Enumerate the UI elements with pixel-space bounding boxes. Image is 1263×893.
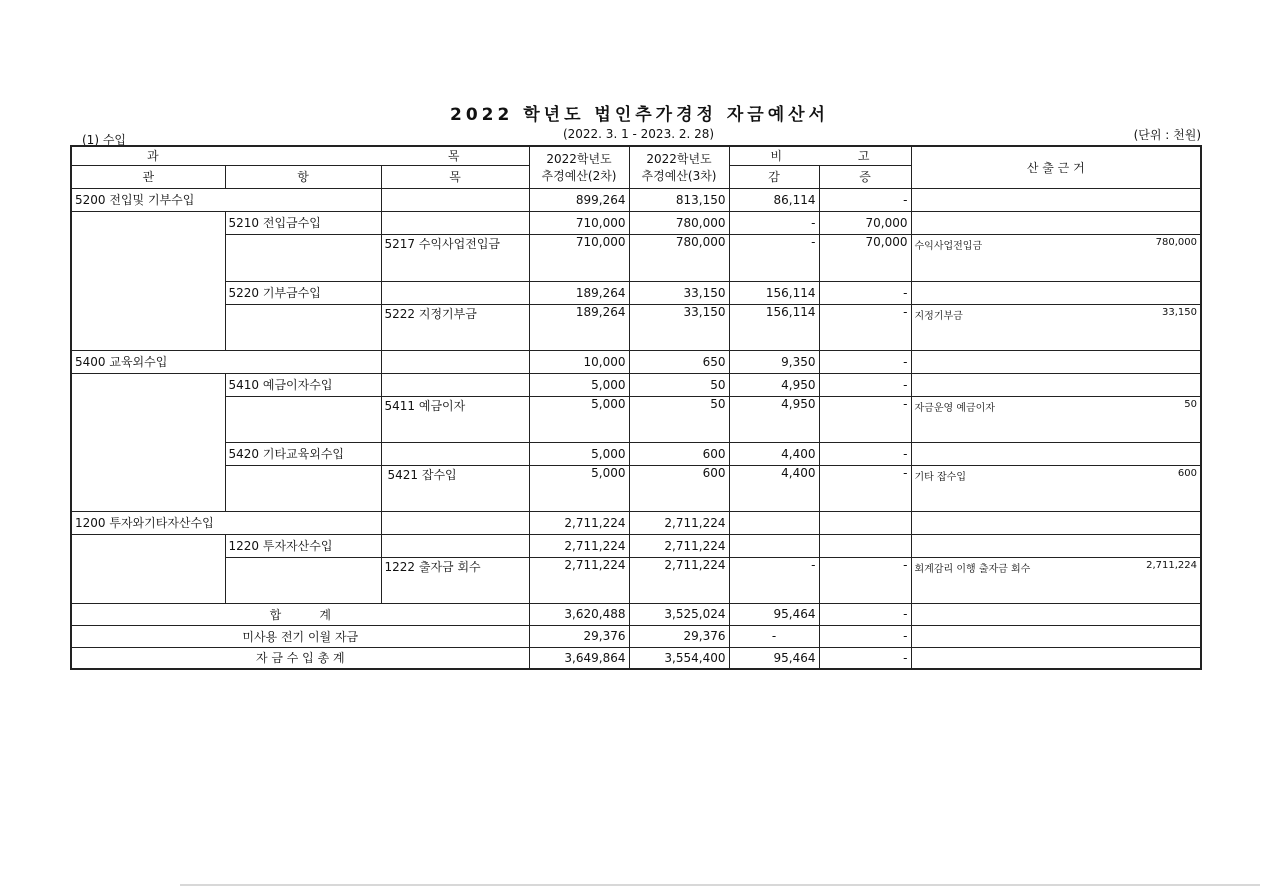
basis-label: 기타 잡수입 xyxy=(914,471,966,483)
basis-value: 780,000 xyxy=(1155,236,1197,248)
decrease-cell: 156,114 xyxy=(729,281,819,304)
decrease-cell: 9,350 xyxy=(729,350,819,373)
basis-value: 2,711,224 xyxy=(1146,559,1197,571)
mok-cell xyxy=(381,211,529,234)
increase-cell: - xyxy=(819,281,911,304)
scan-edge-line xyxy=(180,884,1260,886)
hang-cell: 5410 예금이자수입 xyxy=(225,373,381,396)
increase-cell: - xyxy=(819,188,911,211)
header-mok: 목 xyxy=(381,165,529,188)
prev-cell: 899,264 xyxy=(529,188,629,211)
mok-cell xyxy=(381,373,529,396)
mok-cell: 5421 잡수입 xyxy=(381,465,529,511)
hang-cell xyxy=(225,557,381,603)
new-cell: 650 xyxy=(629,350,729,373)
decrease-cell: 4,950 xyxy=(729,396,819,442)
mok-cell xyxy=(381,511,529,534)
header-gwan: 관 xyxy=(71,165,225,188)
prev-cell: 10,000 xyxy=(529,350,629,373)
basis-value: 50 xyxy=(1184,398,1197,410)
basis-cell xyxy=(911,557,1201,603)
new-cell: 3,525,024 xyxy=(629,603,729,625)
header-row-1 xyxy=(71,146,1201,165)
mok-cell xyxy=(381,534,529,557)
new-cell: 2,711,224 xyxy=(629,557,729,603)
hang-cell xyxy=(225,396,381,442)
grand-total-label: 자 금 수 입 총 계 xyxy=(71,647,529,669)
mok-cell: 5222 지정기부금 xyxy=(381,304,529,350)
increase-cell: - xyxy=(819,442,911,465)
table-row xyxy=(71,534,1201,557)
basis-cell xyxy=(911,603,1201,625)
new-cell: 3,554,400 xyxy=(629,647,729,669)
grand-total-row xyxy=(71,647,1201,669)
prev-cell: 5,000 xyxy=(529,373,629,396)
decrease-cell: - xyxy=(729,557,819,603)
header-hang: 항 xyxy=(225,165,381,188)
new-cell: 50 xyxy=(629,373,729,396)
basis-label: 회계감리 이행 출자금 회수 xyxy=(914,563,1031,575)
new-cell: 600 xyxy=(629,465,729,511)
decrease-cell xyxy=(729,534,819,557)
basis-label: 지정기부금 xyxy=(914,310,963,322)
table-row xyxy=(71,304,1201,350)
gwan-cell: 5400 교육외수입 xyxy=(71,350,381,373)
decrease-cell: 4,400 xyxy=(729,442,819,465)
table-row xyxy=(71,234,1201,281)
prev-cell: 2,711,224 xyxy=(529,557,629,603)
increase-cell: - xyxy=(819,647,911,669)
mok-cell: 1222 출자금 회수 xyxy=(381,557,529,603)
increase-cell xyxy=(819,534,911,557)
basis-cell xyxy=(911,465,1201,511)
table-row xyxy=(71,511,1201,534)
increase-cell: - xyxy=(819,373,911,396)
prev-cell: 710,000 xyxy=(529,234,629,281)
table-row xyxy=(71,281,1201,304)
increase-cell: 70,000 xyxy=(819,211,911,234)
decrease-cell: - xyxy=(729,625,819,647)
basis-cell xyxy=(911,211,1201,234)
prev-cell: 5,000 xyxy=(529,396,629,442)
gwan-empty-cell xyxy=(71,534,225,603)
header-bigo-1: 비 xyxy=(770,149,783,164)
header-mok-top: 목 xyxy=(447,149,460,164)
mok-cell: 5411 예금이자 xyxy=(381,396,529,442)
basis-cell xyxy=(911,373,1201,396)
basis-value: 33,150 xyxy=(1162,306,1197,318)
new-cell: 2,711,224 xyxy=(629,511,729,534)
table-row xyxy=(71,350,1201,373)
increase-cell: - xyxy=(819,625,911,647)
header-gwa: 과 xyxy=(147,149,159,164)
fiscal-period: (2022. 3. 1 - 2023. 2. 28) xyxy=(562,127,715,141)
prev-cell: 5,000 xyxy=(529,465,629,511)
decrease-cell: 95,464 xyxy=(729,647,819,669)
new-cell: 33,150 xyxy=(629,304,729,350)
increase-cell: - xyxy=(819,304,911,350)
increase-cell: - xyxy=(819,465,911,511)
total-label: 합 계 xyxy=(71,603,529,625)
table-row xyxy=(71,211,1201,234)
decrease-cell: - xyxy=(729,234,819,281)
new-cell: 600 xyxy=(629,442,729,465)
mok-cell: 5217 수익사업전입금 xyxy=(381,234,529,281)
mok-cell xyxy=(381,281,529,304)
mok-cell xyxy=(381,188,529,211)
header-bigo xyxy=(729,146,911,165)
increase-cell: - xyxy=(819,603,911,625)
decrease-cell: 86,114 xyxy=(729,188,819,211)
header-gam: 감 xyxy=(729,165,819,188)
prev-cell: 189,264 xyxy=(529,281,629,304)
header-prev-budget xyxy=(529,146,629,188)
increase-cell: - xyxy=(819,557,911,603)
prev-cell: 3,620,488 xyxy=(529,603,629,625)
table-row xyxy=(71,442,1201,465)
basis-cell xyxy=(911,234,1201,281)
basis-cell xyxy=(911,396,1201,442)
basis-cell xyxy=(911,188,1201,211)
hang-cell xyxy=(225,304,381,350)
prev-cell: 710,000 xyxy=(529,211,629,234)
prev-cell: 2,711,224 xyxy=(529,511,629,534)
hang-cell: 5420 기타교육외수입 xyxy=(225,442,381,465)
hang-cell: 5210 전입금수입 xyxy=(225,211,381,234)
hang-cell xyxy=(225,465,381,511)
section-label: (1) 수입 xyxy=(82,133,126,147)
header-new-budget xyxy=(629,146,729,188)
prev-cell: 189,264 xyxy=(529,304,629,350)
header-new-label: 추경예산(3차) xyxy=(641,169,717,184)
hang-cell: 1220 투자자산수입 xyxy=(225,534,381,557)
new-cell: 780,000 xyxy=(629,234,729,281)
basis-cell xyxy=(911,442,1201,465)
increase-cell: 70,000 xyxy=(819,234,911,281)
increase-cell: - xyxy=(819,350,911,373)
basis-cell xyxy=(911,281,1201,304)
prev-cell: 3,649,864 xyxy=(529,647,629,669)
decrease-cell: 156,114 xyxy=(729,304,819,350)
basis-cell xyxy=(911,304,1201,350)
unit-label: (단위 : 천원) xyxy=(1133,128,1201,142)
table-row xyxy=(71,557,1201,603)
mok-cell xyxy=(381,350,529,373)
document-title: 2022 학년도 법인추가경정 자금예산서 xyxy=(450,105,829,125)
header-gwa-mok xyxy=(71,146,529,165)
gwan-empty-cell xyxy=(71,373,225,511)
prev-cell: 29,376 xyxy=(529,625,629,647)
increase-cell xyxy=(819,511,911,534)
carryover-row xyxy=(71,625,1201,647)
new-cell: 50 xyxy=(629,396,729,442)
header-basis: 산 출 근 거 xyxy=(911,146,1201,188)
table-row xyxy=(71,373,1201,396)
gwan-cell: 5200 전입및 기부수입 xyxy=(71,188,381,211)
basis-label: 자금운영 예금이자 xyxy=(914,402,995,414)
decrease-cell xyxy=(729,511,819,534)
table-row xyxy=(71,396,1201,442)
basis-label: 수익사업전입금 xyxy=(914,240,983,252)
prev-cell: 5,000 xyxy=(529,442,629,465)
new-cell: 780,000 xyxy=(629,211,729,234)
mok-cell xyxy=(381,442,529,465)
new-cell: 33,150 xyxy=(629,281,729,304)
header-jeung: 증 xyxy=(819,165,911,188)
budget-table xyxy=(70,145,1202,670)
basis-cell xyxy=(911,647,1201,669)
new-cell: 2,711,224 xyxy=(629,534,729,557)
basis-cell xyxy=(911,511,1201,534)
basis-cell xyxy=(911,534,1201,557)
decrease-cell: 95,464 xyxy=(729,603,819,625)
prev-cell: 2,711,224 xyxy=(529,534,629,557)
basis-value: 600 xyxy=(1177,467,1197,479)
header-prev-year: 2022학년도 xyxy=(546,152,612,167)
gwan-empty-cell xyxy=(71,211,225,350)
basis-cell xyxy=(911,625,1201,647)
header-prev-label: 추경예산(2차) xyxy=(541,169,617,184)
table-row xyxy=(71,465,1201,511)
table-row xyxy=(71,188,1201,211)
basis-cell xyxy=(911,350,1201,373)
decrease-cell: 4,400 xyxy=(729,465,819,511)
header-new-year: 2022학년도 xyxy=(646,152,712,167)
header-bigo-2: 고 xyxy=(857,149,870,164)
total-row xyxy=(71,603,1201,625)
increase-cell: - xyxy=(819,396,911,442)
new-cell: 29,376 xyxy=(629,625,729,647)
carryover-label: 미사용 전기 이월 자금 xyxy=(71,625,529,647)
decrease-cell: - xyxy=(729,211,819,234)
new-cell: 813,150 xyxy=(629,188,729,211)
gwan-cell: 1200 투자와기타자산수입 xyxy=(71,511,381,534)
hang-cell: 5220 기부금수입 xyxy=(225,281,381,304)
hang-cell xyxy=(225,234,381,281)
decrease-cell: 4,950 xyxy=(729,373,819,396)
